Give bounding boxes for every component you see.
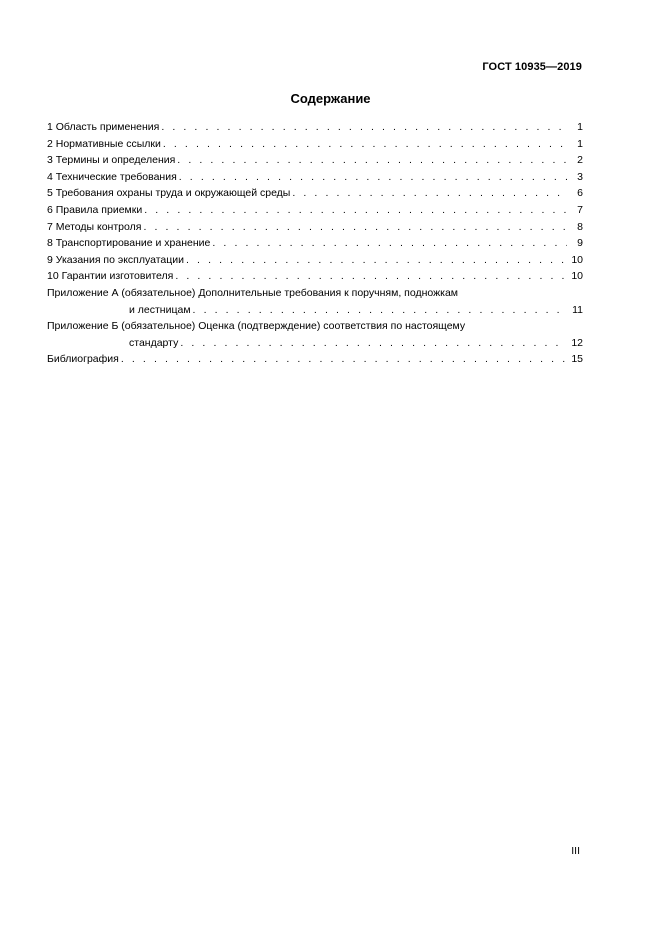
toc-entry-page: 12 xyxy=(571,336,583,349)
toc-entry-6[interactable] xyxy=(47,202,583,219)
toc-entry-label: 5 Требования охраны труда и окружающей среды xyxy=(47,187,291,200)
toc-entry-label: 3 Термины и определения xyxy=(47,154,176,167)
toc-entry-4[interactable] xyxy=(47,169,583,186)
toc-entry-page: 10 xyxy=(571,253,583,266)
toc-leader-dots xyxy=(175,268,567,285)
toc-entry-page: 7 xyxy=(577,203,583,216)
toc-leader-dots xyxy=(179,169,567,186)
toc-leader-dots xyxy=(143,219,567,236)
toc-entry-bibliography[interactable] xyxy=(47,351,583,368)
toc-entry-page: 11 xyxy=(572,303,583,316)
toc-entry-page: 1 xyxy=(577,121,583,133)
toc-leader-dots xyxy=(121,351,567,368)
toc-leader-dots xyxy=(177,152,567,169)
toc-entry-label: 6 Правила приемки xyxy=(47,203,143,216)
toc-entry-label: 2 Нормативные ссылки xyxy=(47,137,161,150)
toc-entry-label: 9 Указания по эксплуатации xyxy=(47,253,185,266)
toc-leader-dots xyxy=(161,119,567,136)
toc-leader-dots xyxy=(163,136,567,153)
toc-leader-dots xyxy=(193,302,567,319)
toc-entry-label: 10 Гарантии изготовителя xyxy=(47,270,174,283)
toc-entry-appendix-a[interactable] xyxy=(47,285,583,318)
page-number: III xyxy=(571,845,580,857)
toc-leader-dots xyxy=(180,335,567,352)
toc-entry-page: 6 xyxy=(577,187,583,200)
toc-entry-3[interactable] xyxy=(47,152,583,169)
toc-entry-page: 2 xyxy=(577,154,583,167)
toc-entry-page: 8 xyxy=(577,220,583,233)
toc-entry-8[interactable] xyxy=(47,235,583,252)
toc-entry-page: 1 xyxy=(577,137,583,150)
toc-entry-page: 10 xyxy=(571,270,583,283)
toc-entry-2[interactable] xyxy=(47,136,583,153)
toc-leader-dots xyxy=(292,185,567,202)
toc-title: Содержание xyxy=(290,91,371,106)
toc-entry-label-line2: стандарту xyxy=(129,336,179,349)
toc-entry-label-line1: Приложение А (обязательное) Дополнительные требования к поручням, подножкам xyxy=(47,286,459,299)
toc-entry-10[interactable] xyxy=(47,268,583,285)
toc-entry-5[interactable] xyxy=(47,185,583,202)
toc-entry-appendix-b[interactable] xyxy=(47,318,583,351)
toc-leader-dots xyxy=(186,252,567,269)
toc-entry-label: 8 Транспортирование и хранение xyxy=(47,237,211,250)
toc-entry-9[interactable] xyxy=(47,252,583,269)
toc-entry-1[interactable] xyxy=(47,119,583,136)
toc-entry-7[interactable] xyxy=(47,219,583,236)
toc-entry-page: 3 xyxy=(577,170,583,183)
toc-entry-label: Библиография xyxy=(47,353,119,366)
toc-entry-label-line1: Приложение Б (обязательное) Оценка (подтверждение) соответствия по настоящему xyxy=(47,320,466,333)
toc-entry-label: 1 Область применения xyxy=(47,121,160,133)
toc-leader-dots xyxy=(212,235,567,252)
toc-entry-page: 15 xyxy=(571,353,583,366)
document-code: ГОСТ 10935—2019 xyxy=(482,61,582,73)
toc-entry-label: 4 Технические требования xyxy=(47,170,177,183)
toc-entry-label-line2: и лестницам xyxy=(129,303,191,316)
toc-entry-page: 9 xyxy=(577,237,583,250)
table-of-contents xyxy=(47,119,583,368)
toc-entry-label: 7 Методы контроля xyxy=(47,220,142,233)
toc-leader-dots xyxy=(144,202,567,219)
